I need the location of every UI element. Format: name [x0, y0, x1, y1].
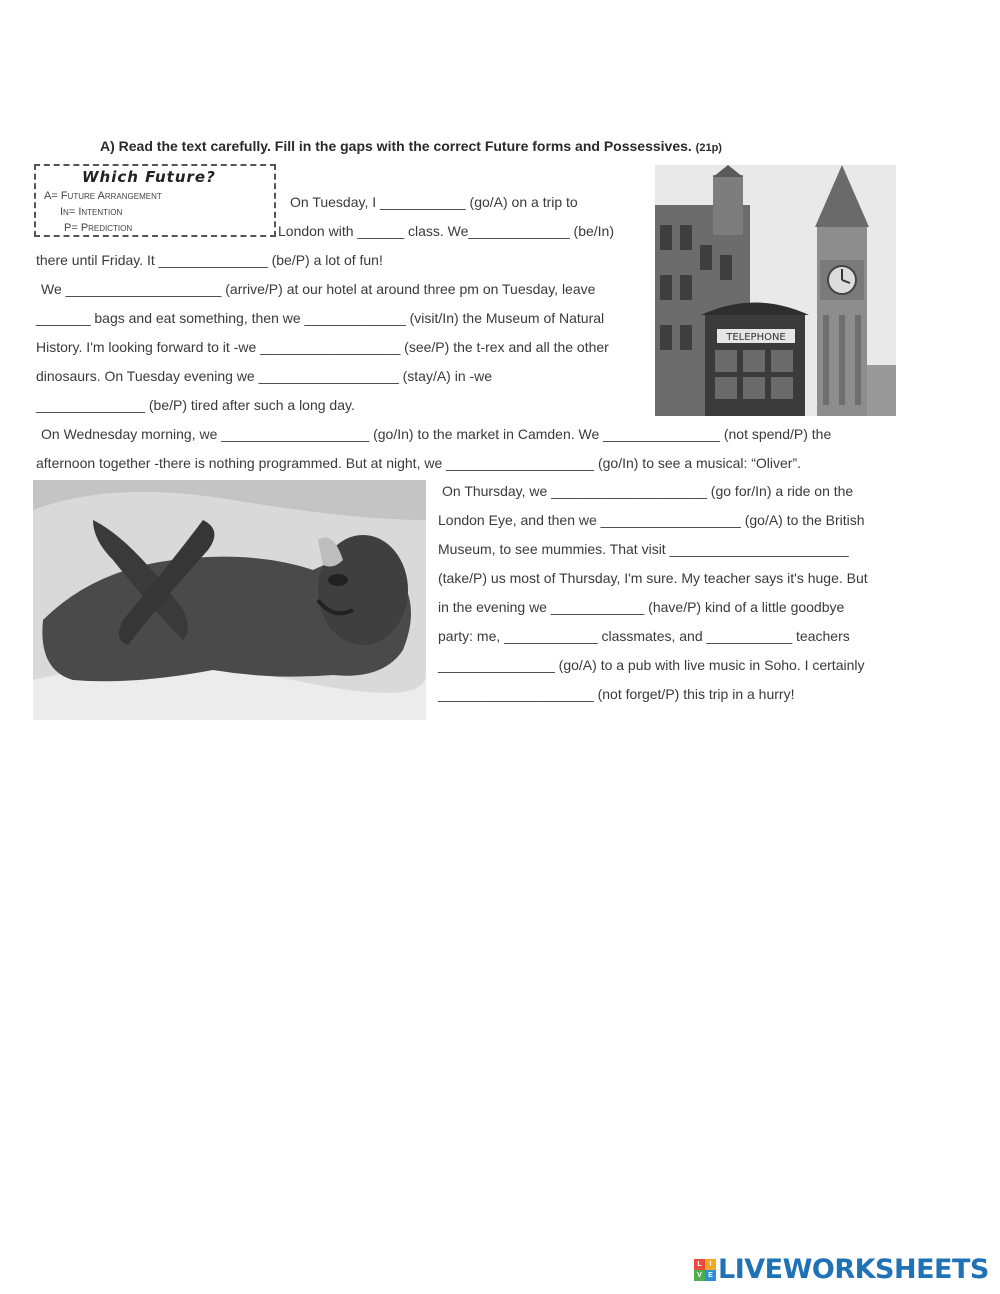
legend-title: Which Future? [82, 168, 216, 186]
text-line-16: party: me, ____________ classmates, and ___________ teachers [438, 628, 850, 644]
text-line-9: On Wednesday morning, we ___________________ (go/In) to the market in Camden. We _______________ (not spend/P) the [41, 426, 832, 442]
text-line-5: _______ bags and eat something, then we _____________ (visit/In) the Museum of Natural [36, 310, 605, 326]
text-line-12: London Eye, and then we __________________ (go/A) to the British [438, 512, 865, 528]
text-line-2: London with ______ class. We_____________ (be/In) [278, 223, 614, 239]
text-line-8: ______________ (be/P) tired after such a long day. [36, 397, 355, 413]
text-line-7: dinosaurs. On Tuesday evening we __________________ (stay/A) in -we [36, 368, 493, 384]
text-line-6: History. I'm looking forward to it -we __________________ (see/P) the t-rex and all the other [36, 339, 609, 355]
points-label: (21p) [695, 142, 722, 154]
text-line-15: in the evening we ____________ (have/P) kind of a little goodbye [438, 599, 845, 615]
text-line-3: there until Friday. It ______________ (be/P) a lot of fun! [36, 252, 383, 268]
exercise-heading [100, 138, 722, 154]
telephone-sign-text: TELEPHONE [726, 332, 786, 343]
text-line-17: _______________ (go/A) to a pub with live music in Soho. I certainly [438, 657, 865, 673]
mummy-photo [33, 480, 426, 720]
future-legend-box [34, 164, 276, 237]
text-line-11: On Thursday, we ____________________ (go for/In) a ride on the [442, 483, 854, 499]
liveworksheets-logo [694, 1254, 989, 1285]
text-line-18: ____________________ (not forget/P) this trip in a hurry! [438, 686, 795, 702]
london-photo [655, 165, 896, 416]
legend-arrangement: A= Future Arrangement [44, 190, 162, 202]
text-line-10: afternoon together -there is nothing programmed. But at night, we ___________________ (go/In) to see a musical: “Oliver”. [36, 455, 802, 471]
text-line-1: On Tuesday, I ___________ (go/A) on a trip to [290, 194, 578, 210]
liveworksheets-logo-icon: L I V E [694, 1259, 716, 1281]
text-line-4: We ____________________ (arrive/P) at our hotel at around three pm on Tuesday, leave [41, 281, 596, 297]
legend-intention: In= Intention [60, 206, 123, 218]
text-line-13: Museum, to see mummies. That visit _______________________ [438, 541, 849, 557]
legend-prediction: P= Prediction [64, 222, 133, 234]
text-line-14: (take/P) us most of Thursday, I'm sure. My teacher says it's huge. But [438, 570, 868, 586]
liveworksheets-logo-text: LIVEWORKSHEETS [718, 1254, 989, 1285]
heading-text: A) Read the text carefully. Fill in the gaps with the correct Future forms and Possessives. [100, 138, 692, 154]
